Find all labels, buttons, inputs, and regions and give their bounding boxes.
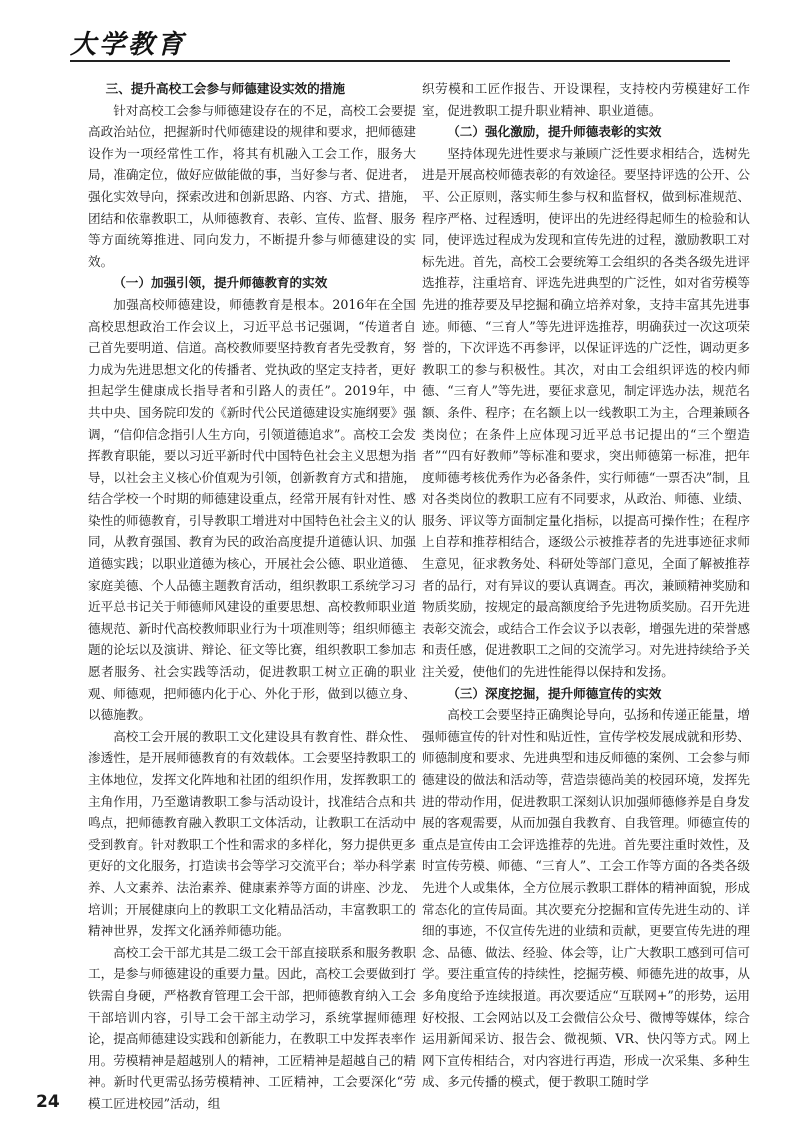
subsection-heading-3: （三）深度挖掘，提升师德宣传的实效 (447, 685, 662, 701)
journal-name: 大学教育 (70, 30, 187, 60)
paragraph: 加强高校师德建设，师德教育是根本。2016年在全国高校思想政治工作会议上，习近平总书记强调，“传道者自己首先要明道、信道。高校教师要坚持教育者先受教育，努力成为先进思想文化的传播者、党执政的坚定支持者，更好担起学生健康成长指导者和引路人的责任”。2019年，中共中央、国务院印发的《新时代公民道德建设实施纲要》强调，“信仰信念指引人生方向，引领道德追求”。高校工会发挥教育职能，要以习近平新时代中国特色社会主义思想为指导，以社会主义核心价值观为引领，创新教育方式和措施，结合学校一个时期的师德建设重点，经常开展有针对性、感染性的师德教育，引导教职工增进对中国特色社会主义的认同，从教育强国、教育为民的政治高度提升道德认识、加强道德实践；以职业道德为核心，开展社会公德、职业道德、家庭美德、个人品德主题教育活动，组织教职工系统学习习近平总书记关于师德师风建设的重要思想、高校教师职业道德规范、新时代高校教师职业行为十项准则等；组织师德主题的论坛以及演讲、辩论、征文等比赛，组织教职工参加志愿者服务、社会实践等活动，促进教职工树立正确的职业观、师德观，把师德内化于心、外化于形，做到以德立身、以德施教。 (88, 296, 416, 723)
paragraph: 高校工会要坚持正确舆论导向，弘扬和传递正能量，增强师德宣传的针对性和贴近性，宣传学校发展成就和形势、师德制度和要求、先进典型和违反师德的案例、工会参与师德建设的做法和活动等，营造崇德尚美的校园环境，发挥先进的带动作用，促进教职工深刻认识加强师德修养是自身发展的客观需要，从而加强自我教育、自我管理。师德宣传的重点是宣传由工会评选推荐的先进。首先要注重时效性，及时宣传劳模、师德、“三育人”、工会工作等方面的各类各级先进个人或集体，全方位展示教职工群体的精神面貌，形成常态化的宣传局面。其次要充分挖掘和宣传先进生动的、详细的事迹，不仅宣传先进的业绩和贡献，更要宣传先进的理念、品德、做法、经验、体会等，让广大教职工感到可信可学。要注重宣传的持续性，挖掘劳模、师德先进的故事，从多角度给予连续报道。再次要适应“互联网+”的形势，运用好校报、工会网站以及工会微信公众号、微博等媒体，综合运用新闻采访、报告会、微视频、VR、快闪等方式。网上网下宣传相结合，对内容进行再造，形成一次采集、多种生成、多元传播的模式，便于教职工随时学 (422, 707, 750, 1090)
subsection-heading-1: （一）加强引领，提升师德教育的实效 (113, 275, 328, 291)
right-column (422, 78, 750, 1093)
left-column (88, 78, 416, 1115)
page-number: 24 (36, 1092, 60, 1112)
journal-masthead (70, 18, 770, 66)
paragraph: 高校工会开展的教职工文化建设具有教育性、群众性、渗透性，是开展师德教育的有效载体。工会要坚持教职工的主体地位，发挥文化阵地和社团的组织作用，发挥教职工的主角作用，乃至邀请教职工参与活动设计，找准结合点和共鸣点，把师德教育融入教职工文体活动，让教职工在活动中受到教育。针对教职工个性和需求的多样化，努力提供更多更好的文化服务，打造读书会等学习交流平台；举办科学素养、人文素养、法治素养、健康素养等方面的讲座、沙龙、培训；开展健康向上的教职工文化精品活动，丰富教职工的精神世界，发挥文化涵养师德功能。 (88, 728, 416, 939)
paragraph-continued: 织劳模和工匠作报告、开设课程，支持校内劳模建好工作室，促进教职工提升职业精神、职业道德。 (422, 81, 750, 118)
section-intro: 针对高校工会参与师德建设存在的不足，高校工会要提高政治站位，把握新时代师德建设的规律和要求，把师德建设作为一项经常性工作，将其有机融入工会工作，服务大局，准确定位，做好应做能做的事，当好参与者、促进者，强化实效导向，探索改进和创新思路、内容、方式、措施，团结和依靠教职工，从师德教育、表彰、宣传、监督、服务等方面统筹推进、同向发力，不断提升参与师德建设的实效。 (88, 102, 416, 269)
section-heading: 三、提升高校工会参与师德建设实效的措施 (105, 81, 345, 96)
paragraph: 高校工会干部尤其是二级工会干部直接联系和服务教职工，是参与师德建设的重要力量。因此，高校工会要做到打铁需自身硬，严格教育管理工会干部，把师德教育纳入工会干部培训内容，引导工会干部主动学习，系统掌握师德理论，提高师德建设实践和创新能力，在教职工中发挥表率作用。劳模精神是超越别人的精神，工匠精神是超越自己的精神。新时代更需弘扬劳模精神、工匠精神，工会要深化“劳模工匠进校园”活动，组 (88, 944, 416, 1111)
paragraph: 坚持体现先进性要求与兼顾广泛性要求相结合，选树先进是开展高校师德表彰的有效途径。要坚持评选的公开、公平、公正原则，落实师生参与权和监督权，做到标准规范、程序严格、过程透明，使评出的先进经得起师生的检验和认同，使评选过程成为发现和宣传先进的过程，激励教职工对标先进。首先，高校工会要统筹工会组织的各类各级先进评选推荐，注重培育、评选先进典型的广泛性，如对省劳模等先进的推荐要及早挖掘和确立培养对象，支持丰富其先进事迹。师德、“三育人”等先进评选推荐，明确获过一次这项荣誉的，下次评选不再参评，以保证评选的广泛性，调动更多教职工的参与积极性。其次，对由工会组织评选的校内师德、“三育人”等先进，要征求意见，制定评选办法，规范名额、条件、程序；在名额上以一线教职工为主，合理兼顾各类岗位；在条件上应体现习近平总书记提出的“三个塑造者”“四有好教师”等标准和要求，突出师德第一标准，把年度师德考核优秀作为必备条件，实行师德“一票否决”制，且对各类岗位的教职工应有不同要求，从政治、师德、业绩、服务、评议等方面制定量化指标，以提高可操作性；在程序上自荐和推荐相结合，逐级公示被推荐者的先进事迹征求师生意见，征求教务处、科研处等部门意见，全面了解被推荐者的品行，对有异议的要认真调查。再次，兼顾精神奖励和物质奖励，按规定的最高额度给予先进物质奖励。召开先进表彰交流会，或结合工作会议予以表彰，增强先进的荣誉感和责任感，促进教职工之间的交流学习。对先进持续给予关注关爱，使他们的先进性能得以保持和发扬。 (422, 145, 750, 680)
header-rule (70, 60, 730, 62)
subsection-heading-2: （二）强化激励，提升师德表彰的实效 (447, 124, 662, 140)
